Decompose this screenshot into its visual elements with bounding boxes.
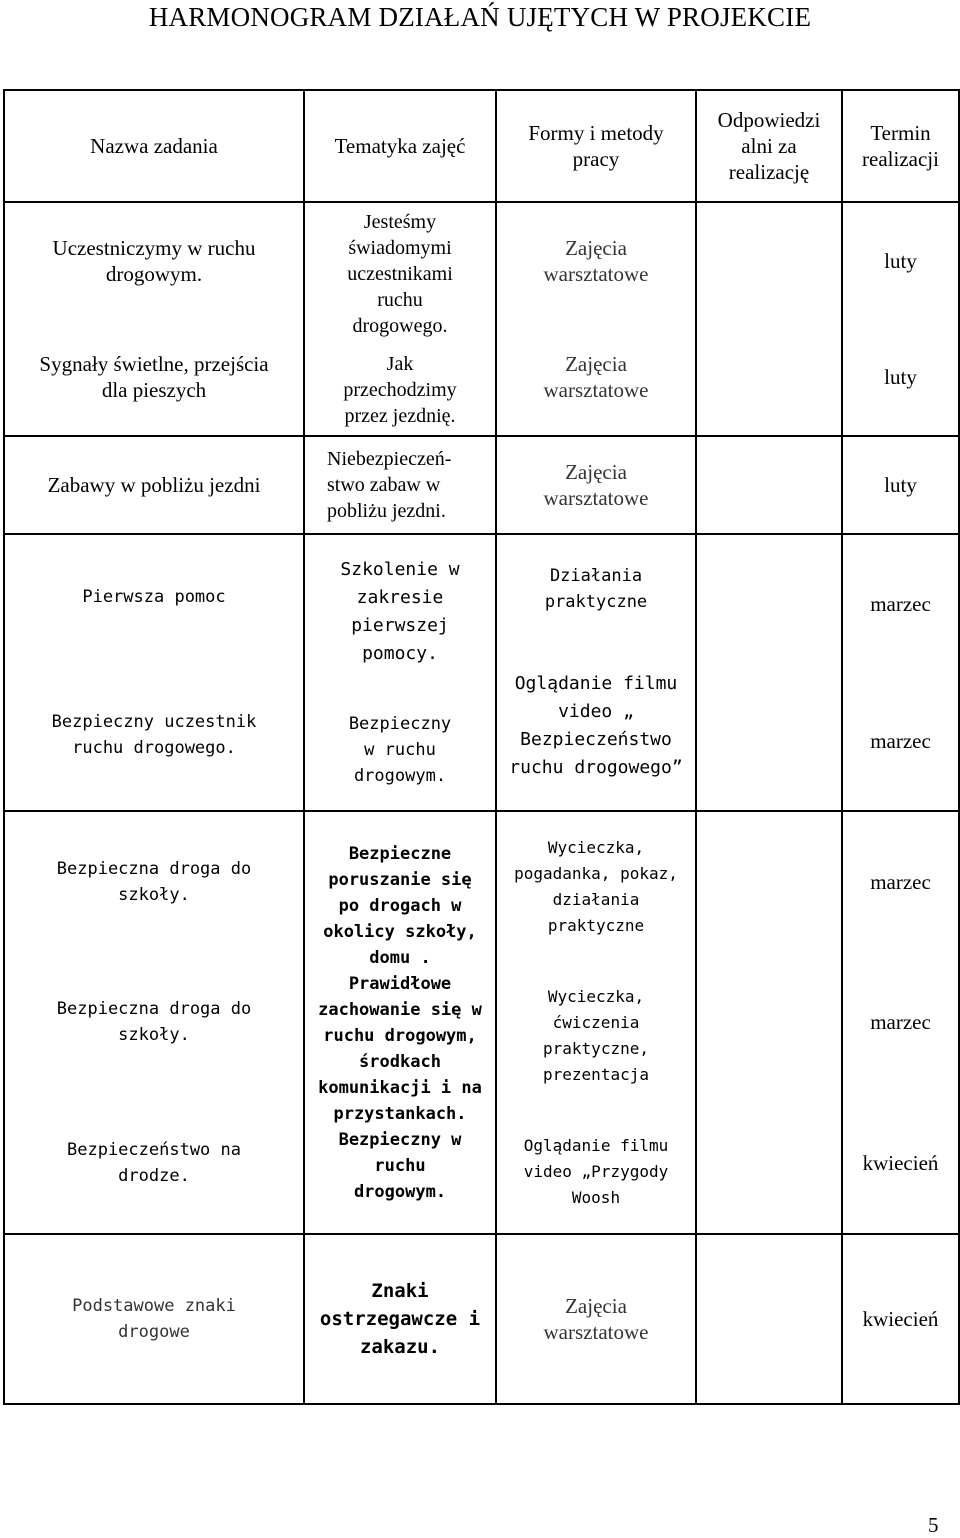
deadline-cell: kwiecień — [842, 1234, 959, 1404]
forms-text: Zajęcia warsztatowe — [543, 352, 649, 402]
deadline-cell — [842, 534, 959, 811]
forms-text: Wycieczka, pogadanka, pokaz, działania praktyczne — [514, 837, 678, 935]
forms-text: Oglądanie filmu video „ Bezpieczeństwo ruchu drogowego” — [509, 673, 683, 779]
task-cell: Zabawy w pobliżu jezdni — [4, 436, 304, 534]
deadline-text: marzec — [870, 1010, 931, 1035]
topic-cell — [304, 811, 496, 1234]
forms-text: Zajęcia warsztatowe — [543, 460, 649, 510]
task-name: Bezpieczeństwo na drodze. — [67, 1139, 241, 1186]
task-cell — [4, 202, 304, 436]
page-number: 5 — [928, 1513, 939, 1537]
deadline-cell — [842, 811, 959, 1234]
task-name: Bezpieczny uczestnik ruchu drogowego. — [51, 711, 257, 758]
document-title: HARMONOGRAM DZIAŁAŃ UJĘTYCH W PROJEKCIE — [148, 2, 812, 32]
responsible-cell — [696, 202, 842, 436]
topic-text: Jak przechodzimy przez jezdnię. — [343, 353, 457, 427]
header-topic: Tematyka zajęć — [304, 90, 496, 202]
forms-text: Zajęcia warsztatowe — [543, 1294, 649, 1344]
task-name: Sygnały świetlne, przejścia dla pieszych — [39, 352, 269, 402]
task-cell — [4, 811, 304, 1234]
deadline-text: marzec — [870, 870, 931, 895]
deadline-text: marzec — [870, 729, 931, 754]
deadline-cell — [842, 202, 959, 436]
table-row — [4, 534, 959, 811]
header-responsible: Odpowiedzi alni za realizację — [696, 90, 842, 202]
task-name: Uczestniczymy w ruchu drogowym. — [52, 236, 256, 286]
deadline-text: luty — [884, 249, 917, 273]
task-name: Bezpieczna droga do szkoły. — [56, 999, 252, 1046]
task-name: Bezpieczna droga do szkoły. — [56, 859, 252, 906]
forms-cell — [496, 202, 696, 436]
forms-cell — [496, 811, 696, 1234]
task-name: Pierwsza pomoc — [82, 587, 226, 608]
header-task: Nazwa zadania — [4, 90, 304, 202]
table-row — [4, 1234, 959, 1404]
topic-text: Prawidłowe zachowanie się w ruchu drogowym, środkach komunikacji i na przystankach. — [318, 973, 482, 1124]
table-row — [4, 202, 959, 436]
topic-cell — [304, 1234, 496, 1404]
topic-text: Znaki ostrzegawcze i zakazu. — [319, 1280, 481, 1358]
topic-cell — [304, 534, 496, 811]
responsible-cell — [696, 436, 842, 534]
topic-text: Bezpieczny w ruchu drogowym. — [338, 1129, 462, 1202]
forms-cell — [496, 1234, 696, 1404]
schedule-table — [3, 89, 960, 1405]
task-name: Podstawowe znaki drogowe — [72, 1296, 236, 1342]
task-cell — [4, 1234, 304, 1404]
topic-text: Niebezpieczeń-stwo zabaw w pobliżu jezdni. — [327, 448, 452, 522]
deadline-cell: luty — [842, 436, 959, 534]
responsible-cell — [696, 811, 842, 1234]
forms-text: Oglądanie filmu video „Przygody Woosh — [523, 1135, 669, 1207]
header-row — [4, 90, 959, 202]
header-deadline: Termin realizacji — [842, 90, 959, 202]
forms-cell — [496, 534, 696, 811]
topic-text: Bezpieczny w ruchu drogowym. — [348, 713, 452, 786]
forms-text: Działania praktyczne — [544, 565, 648, 612]
forms-text: Wycieczka, ćwiczenia praktyczne, prezentacja — [543, 986, 649, 1084]
task-cell — [4, 534, 304, 811]
deadline-text: kwiecień — [862, 1150, 939, 1175]
deadline-text: luty — [884, 365, 917, 389]
topic-text: Bezpieczne poruszanie się po drogach w okolicy szkoły, domu . — [323, 843, 477, 968]
topic-cell — [304, 436, 496, 534]
topic-cell — [304, 202, 496, 436]
responsible-cell — [696, 534, 842, 811]
forms-text: Zajęcia warsztatowe — [543, 236, 649, 286]
table-row — [4, 811, 959, 1234]
header-forms: Formy i metody pracy — [496, 90, 696, 202]
topic-text: Szkolenie w zakresie pierwszej pomocy. — [340, 559, 460, 665]
deadline-text: marzec — [870, 591, 931, 616]
table-row — [4, 436, 959, 534]
forms-cell — [496, 436, 696, 534]
topic-text: Jesteśmy świadomymi uczestnikami ruchu drogowego. — [347, 211, 453, 337]
responsible-cell — [696, 1234, 842, 1404]
